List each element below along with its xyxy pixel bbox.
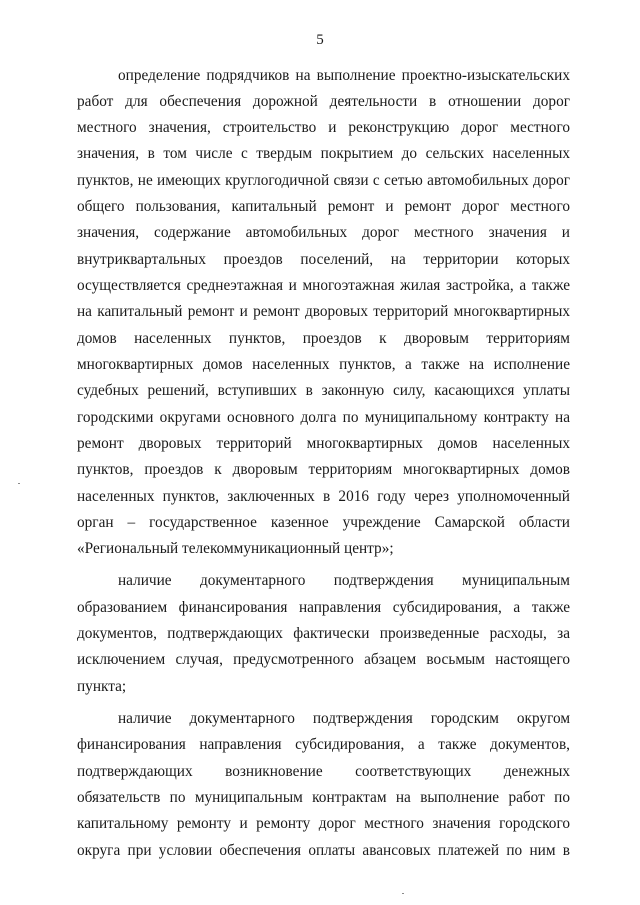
paragraph-2-line-2: образованием финансирования направления субсидирования, а также: [77, 599, 570, 616]
paragraph-3-line-2: финансирования направления субсидирования, а также документов,: [77, 736, 570, 753]
paragraph-1-line-11: домов населенных пунктов, проездов к дворовым территориям: [77, 330, 570, 347]
paragraph-1-line-5: пунктов, не имеющих круглогодичной связи с сетью автомобильных дорог: [77, 172, 570, 189]
paragraph-1-line-14: городскими округами основного долга по муниципальному контракту на: [77, 409, 570, 426]
paragraph-1-line-10: на капитальный ремонт и ремонт дворовых территорий многоквартирных: [77, 303, 570, 320]
paragraph-1-line-12: многоквартирных домов населенных пунктов, а также на исполнение: [77, 356, 570, 373]
paragraph-1-line-8: внутриквартальных проездов поселений, на территории которых: [77, 251, 570, 268]
paragraph-3-line-5: капитальному ремонту и ремонту дорог местного значения городского: [77, 815, 570, 832]
paragraph-2-line-4: исключением случая, предусмотренного абзацем восьмым настоящего: [77, 651, 570, 668]
paragraph-1-line-18: орган – государственное казенное учреждение Самарской области: [77, 514, 570, 531]
paragraph-3-line-3: подтверждающих возникновение соответствующих денежных: [77, 763, 570, 780]
paragraph-1-line-1: определение подрядчиков на выполнение проектно-изыскательских: [118, 67, 570, 84]
paragraph-1-line-16: пунктов, проездов к дворовым территориям многоквартирных домов: [77, 461, 570, 478]
paragraph-1-line-7: значения, содержание автомобильных дорог местного значения и: [77, 224, 570, 241]
paragraph-1-line-3: местного значения, строительство и реконструкцию дорог местного: [77, 119, 570, 136]
page-number: 5: [316, 32, 324, 48]
scan-speck: [18, 483, 20, 484]
scan-speck: [402, 893, 404, 894]
paragraph-1-line-9: осуществляется среднеэтажная и многоэтажная жилая застройка, а также: [77, 277, 570, 294]
paragraph-2-line-3: документов, подтверждающих фактически произведенные расходы, за: [77, 625, 570, 642]
paragraph-1-line-13: судебных решений, вступивших в законную силу, касающихся уплаты: [77, 382, 570, 399]
paragraph-3-line-6: округа при условии обеспечения оплаты авансовых платежей по ним в: [77, 842, 570, 859]
paragraph-2-line-1: наличие документарного подтверждения муниципальным: [118, 572, 570, 589]
paragraph-3-line-4: обязательств по муниципальным контрактам на выполнение работ по: [77, 789, 570, 806]
paragraph-2-line-5: пункта;: [77, 678, 127, 695]
paragraph-1-line-2: работ для обеспечения дорожной деятельности в отношении дорог: [77, 93, 570, 110]
paragraph-1-line-6: общего пользования, капитальный ремонт и ремонт дорог местного: [77, 198, 570, 215]
paragraph-3-line-1: наличие документарного подтверждения городским округом: [118, 710, 570, 727]
paragraph-1-line-4: значения, в том числе с твердым покрытием до сельских населенных: [77, 145, 570, 162]
paragraph-1-line-19: «Региональный телекоммуникационный центр»;: [77, 540, 394, 557]
paragraph-1-line-15: ремонт дворовых территорий многоквартирных домов населенных: [77, 435, 570, 452]
paragraph-1-line-17: населенных пунктов, заключенных в 2016 году через уполномоченный: [77, 488, 570, 505]
